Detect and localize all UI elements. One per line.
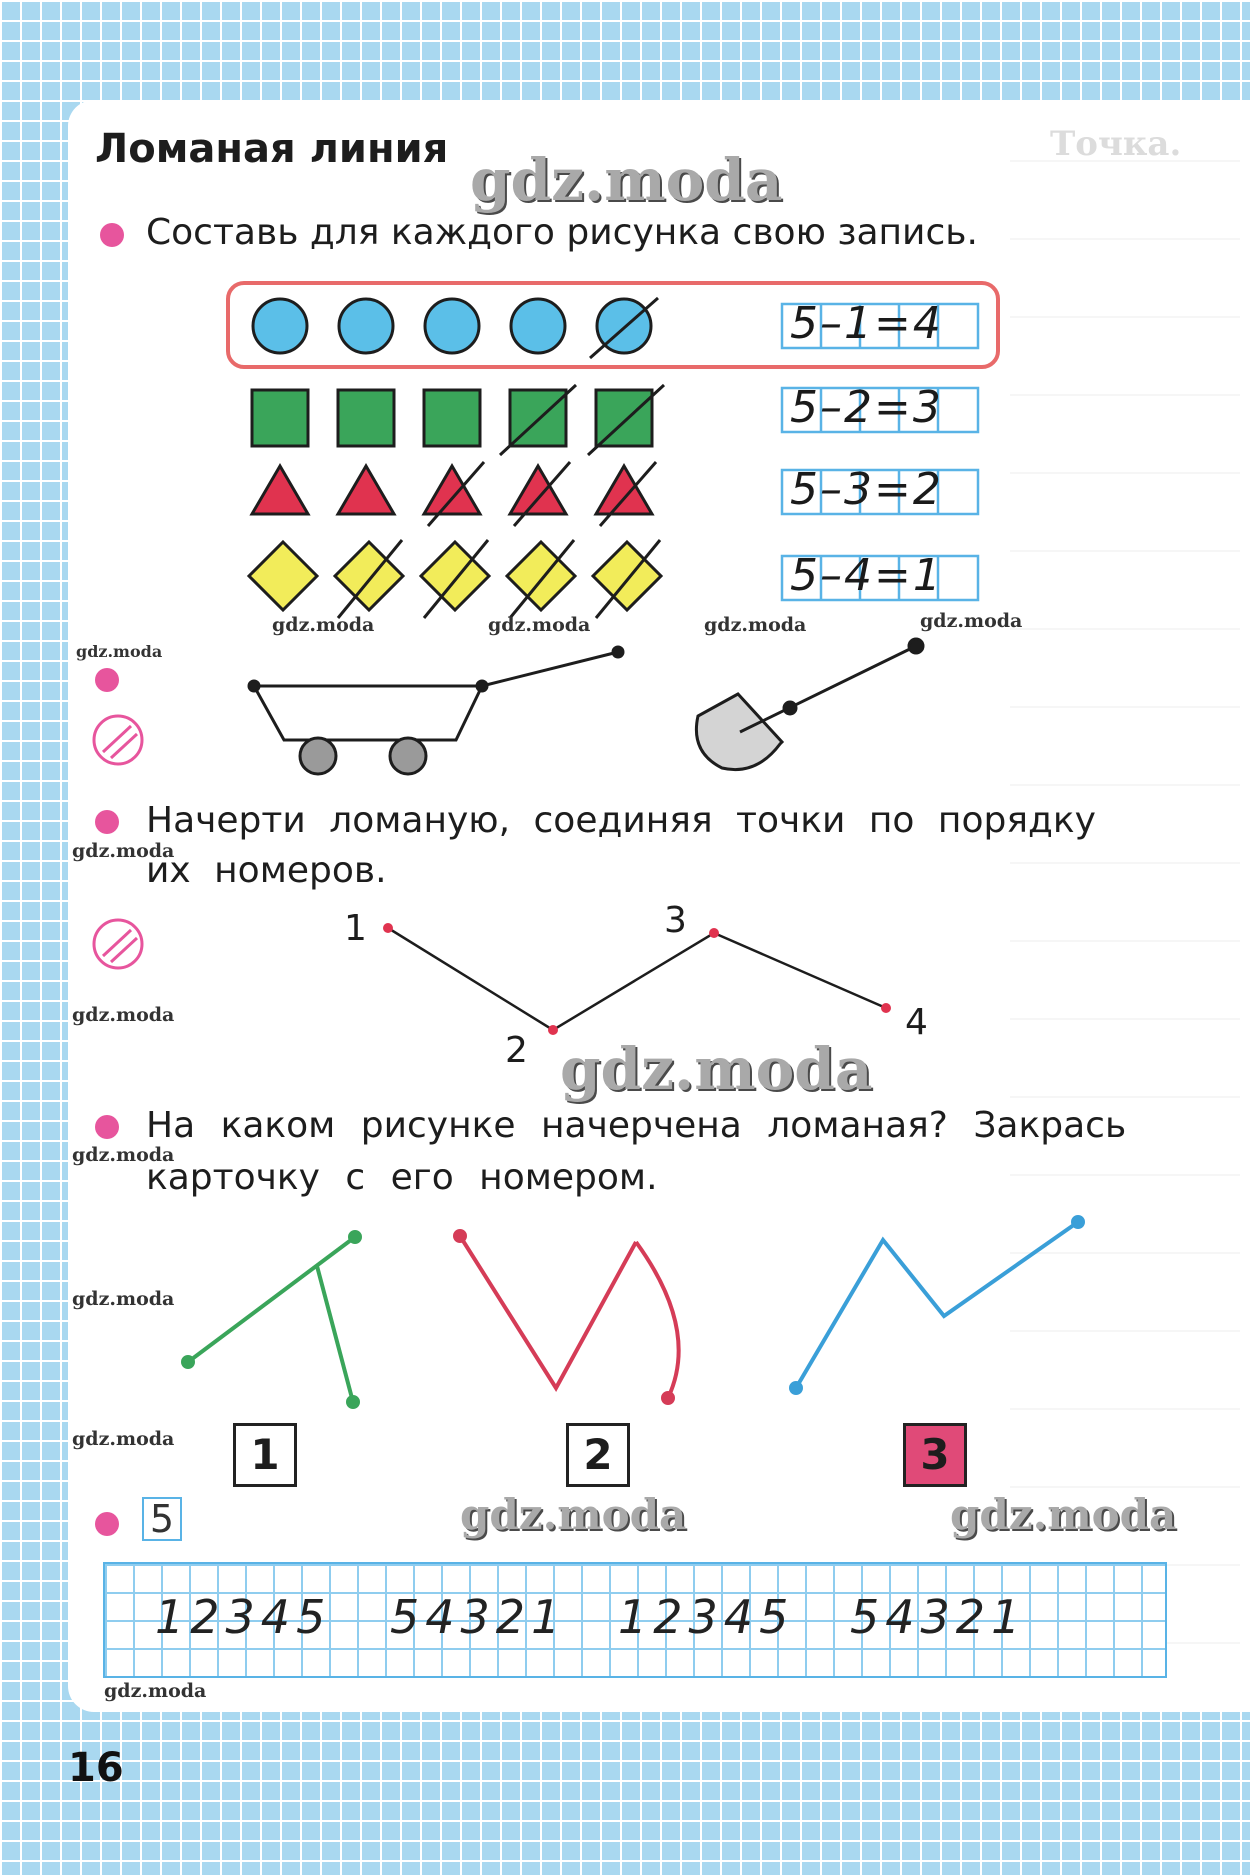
square-shape	[596, 390, 652, 446]
watermark-small: gdz.moda	[704, 614, 807, 636]
watermark-small: gdz.moda	[72, 840, 175, 862]
watermark-small: gdz.moda	[920, 610, 1023, 632]
circles-row	[253, 298, 658, 358]
sequence-3: 12345	[618, 1590, 795, 1644]
bullet-task2	[95, 810, 119, 834]
watermark-small: gdz.moda	[76, 642, 163, 661]
watermark-small: gdz.moda	[272, 614, 375, 636]
watermark: gdz.moda	[950, 1490, 1177, 1539]
equation-3: 5–3=2	[790, 464, 943, 515]
watermark-small: gdz.moda	[488, 614, 591, 636]
equation-1: 5–1=4	[790, 298, 943, 349]
ruler-icon	[94, 716, 142, 764]
digit-box: 5	[142, 1497, 182, 1541]
triangle-shape	[596, 466, 652, 514]
task2-text-line2: их номеров.	[146, 850, 387, 891]
square-shape	[252, 390, 308, 446]
task3-text-line2: карточку с его номером.	[146, 1157, 658, 1198]
watermark-small: gdz.moda	[104, 1680, 207, 1702]
figure-3-blue	[791, 1217, 1083, 1393]
page-number: 16	[68, 1745, 124, 1791]
squares-row	[252, 385, 664, 455]
sequence-4: 54321	[850, 1590, 1027, 1644]
figure-2-red	[455, 1231, 679, 1403]
watermark: gdz.moda	[560, 1035, 873, 1103]
diamonds-row	[249, 540, 661, 618]
shovel-drawing	[696, 639, 923, 770]
watermark-small: gdz.moda	[72, 1428, 175, 1450]
triangle-shape	[510, 466, 566, 514]
watermark-small: gdz.moda	[72, 1144, 175, 1166]
point-label-3: 3	[664, 900, 687, 941]
square-shape	[338, 390, 394, 446]
answer-card-3[interactable]: 3	[903, 1423, 967, 1487]
task2-text-line1: Начерти ломаную, соединяя точки по порядку	[146, 800, 1096, 841]
square-shape	[424, 390, 480, 446]
page-title: Ломаная линия	[95, 126, 449, 172]
equation-2: 5–2=3	[790, 382, 943, 433]
equation-4: 5–4=1	[790, 550, 943, 601]
watermark-small: gdz.moda	[72, 1004, 175, 1026]
show-through-heading: Точка.	[1050, 124, 1182, 164]
bullet-pictures	[95, 668, 119, 692]
task3-text-line1: На каком рисунке начерчена ломаная? Закрась	[146, 1105, 1127, 1146]
point-label-1: 1	[344, 908, 367, 949]
polyline-drawing	[388, 928, 886, 1030]
watermark: gdz.moda	[470, 146, 783, 214]
circle-shape	[339, 299, 393, 353]
circle-shape	[511, 299, 565, 353]
figure-1-green	[183, 1232, 360, 1407]
circle-shape	[425, 299, 479, 353]
watermark: gdz.moda	[460, 1490, 687, 1539]
sequence-2: 54321	[390, 1590, 567, 1644]
answer-card-1[interactable]: 1	[233, 1423, 297, 1487]
circle-shape	[253, 299, 307, 353]
triangle-shape	[424, 466, 480, 514]
bullet-task3	[95, 1115, 119, 1139]
triangle-shape	[252, 466, 308, 514]
point-label-4: 4	[905, 1002, 928, 1043]
point-label-2: 2	[505, 1030, 528, 1071]
triangle-shape	[338, 466, 394, 514]
watermark-small: gdz.moda	[72, 1288, 175, 1310]
ruler-icon	[94, 920, 142, 968]
answer-card-2[interactable]: 2	[566, 1423, 630, 1487]
task1-text: Составь для каждого рисунка свою запись.	[146, 212, 978, 253]
bullet-task4	[95, 1512, 119, 1536]
diamond-shape	[249, 542, 317, 610]
triangles-row	[252, 462, 656, 526]
sequence-1: 12345	[155, 1590, 332, 1644]
cart-drawing	[249, 647, 623, 774]
